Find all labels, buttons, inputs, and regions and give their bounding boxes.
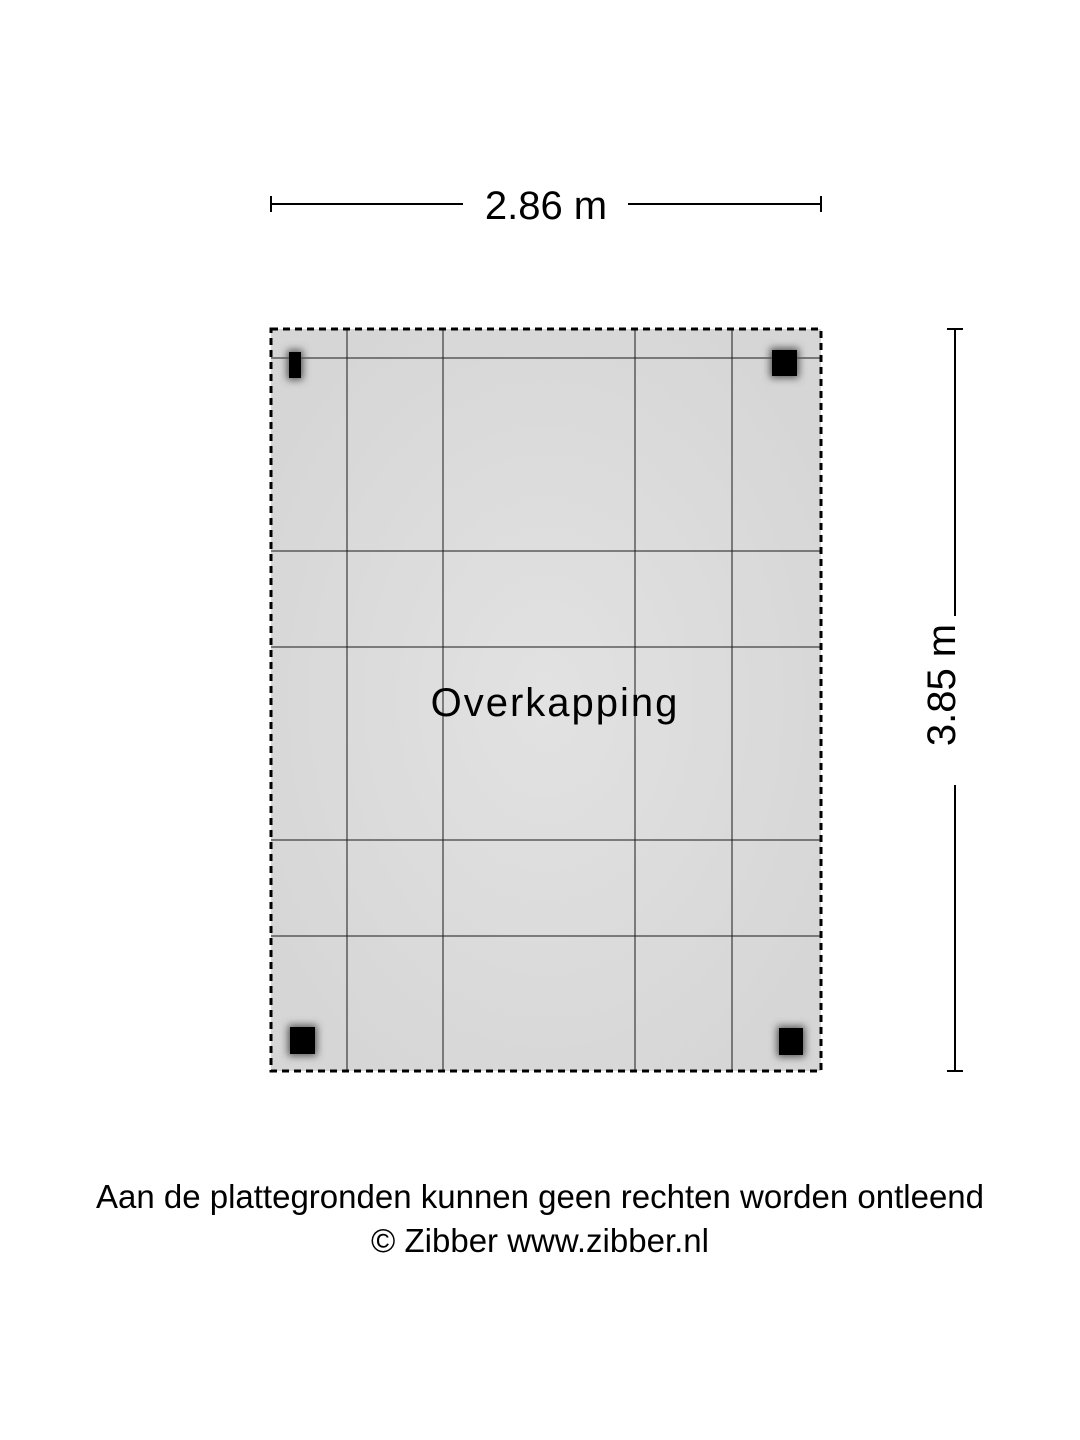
room-overkapping [271, 329, 821, 1071]
post-top-right [770, 348, 799, 378]
depth-dimension [920, 329, 964, 1071]
room-name: Overkapping [430, 681, 680, 725]
depth-label: 3.85 m [920, 623, 964, 747]
post-bottom-right [777, 1026, 805, 1057]
post-bottom-left [288, 1025, 317, 1056]
disclaimer-text: Aan de plattegronden kunnen geen rechten worden ontleend [95, 1178, 985, 1215]
credit-text: © Zibber www.zibber.nl [371, 1222, 709, 1259]
width-dimension [271, 184, 821, 228]
width-label: 2.86 m [484, 184, 608, 228]
post-top-left [287, 350, 303, 380]
